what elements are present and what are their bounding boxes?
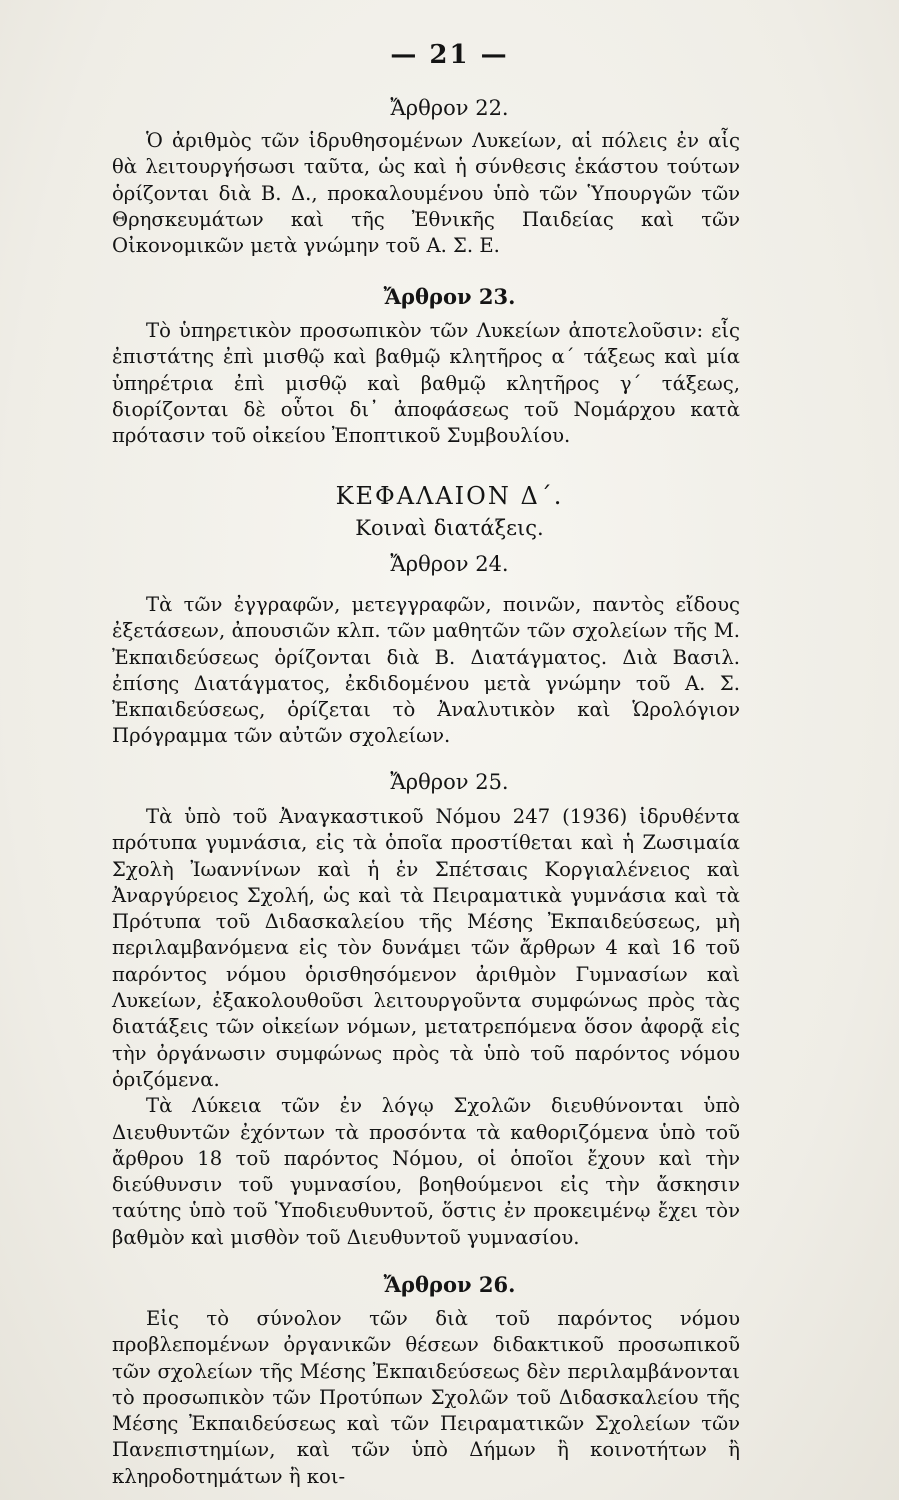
article-22-heading: Ἄρθρον 22. [390, 96, 509, 120]
article-24-text: Τὰ τῶν ἐγγραφῶν, μετεγγραφῶν, ποινῶν, παντὸς εἴδους ἐξετάσεων, ἀπουσιῶν κλπ. τῶν μαθητῶν τῶν σχολείων τῆς Μ. Ἐκπαιδεύσεως ὁρίζονται διὰ Β. Διατάγματος. Διὰ Βασιλ. ἐπίσης Διατάγματος, ἐκδιδομένου μετὰ γνώμην τοῦ Α. Σ. Ἐκπαιδεύσεως, ὁρίζεται τὸ Ἀναλυτικὸν καὶ Ὡρολόγιον Πρόγραμμα τῶν αὐτῶν σχολείων. [112, 593, 740, 748]
chapter-title: ΚΕΦΑΛΑΙΟΝ Δ΄. [335, 482, 564, 510]
article-23-heading: Ἄρθρον 23. [383, 284, 516, 309]
article-22-body [112, 128, 740, 259]
article-23-body [112, 318, 740, 449]
article-26-body [112, 1306, 740, 1490]
article-26-text: Εἰς τὸ σύνολον τῶν διὰ τοῦ παρόντος νόμου προβλεπομένων ὀργανικῶν θέσεων διδακτικοῦ προσωπικοῦ τῶν σχολείων τῆς Μέσης Ἐκπαιδεύσεως δὲν περιλαμβάνονται τὸ προσωπικὸν τῶν Προτύπων Σχολῶν τοῦ Διδασκαλείου τῆς Μέσης Ἐκπαιδεύσεως καὶ τῶν Πειραματικῶν Σχολείων τῶν Πανεπιστημίων, καὶ τῶν ὑπὸ Δήμων ἢ κοινοτήτων ἢ κληροδοτημάτων ἢ κοι- [112, 1307, 740, 1488]
article-25-heading: Ἄρθρον 25. [390, 770, 509, 794]
article-23-text: Τὸ ὑπηρετικὸν προσωπικὸν τῶν Λυκείων ἀποτελοῦσιν: εἷς ἐπιστάτης ἐπὶ μισθῷ καὶ βαθμῷ κλητῆρος α΄ τάξεως καὶ μία ὑπηρέτρια ἐπὶ μισθῷ καὶ βαθμῷ κλητῆρος γ΄ τάξεως, διορίζονται δὲ οὗτοι δι᾿ ἀποφάσεως τοῦ Νομάρχου κατὰ πρότασιν τοῦ οἰκείου Ἐποπτικοῦ Συμβουλίου. [112, 319, 740, 448]
article-25-paragraph-2: Τὰ Λύκεια τῶν ἐν λόγῳ Σχολῶν διευθύνονται ὑπὸ Διευθυντῶν ἐχόντων τὰ προσόντα τὰ καθοριζόμενα ὑπὸ τοῦ ἄρθρου 18 τοῦ παρόντος Νόμου, οἱ ὁποῖοι ἔχουν καὶ τὴν διεύθυνσιν τοῦ γυμνασίου, βοηθούμενοι εἰς τὴν ἄσκησιν ταύτης ὑπὸ τοῦ Ὑποδιευθυντοῦ, ὅστις ἐν προκειμένῳ ἔχει τὸν βαθμὸν καὶ μισθὸν τοῦ Διευθυντοῦ γυμνασίου. [112, 1094, 740, 1249]
page-number: — 21 — [390, 40, 509, 70]
article-25-body [112, 804, 740, 1251]
article-26-heading: Ἄρθρον 26. [383, 1272, 516, 1297]
article-25-paragraph-1: Τὰ ὑπὸ τοῦ Ἀναγκαστικοῦ Νόμου 247 (1936) ἱδρυθέντα πρότυπα γυμνάσια, εἰς τὰ ὁποῖα προστίθεται καὶ ἡ Ζωσιμαία Σχολὴ Ἰωαννίνων καὶ ἡ ἐν Σπέτσαις Κοργιαλένειος καὶ Ἀναργύρειος Σχολή, ὡς καὶ τὰ Πειραματικὰ γυμνάσια καὶ τὰ Πρότυπα τοῦ Διδασκαλείου τῆς Μέσης Ἐκπαιδεύσεως, μὴ περιλαμβανόμενα εἰς τὸν δυνάμει τῶν ἄρθρων 4 καὶ 16 τοῦ παρόντος νόμου ὁρισθησόμενον ἀριθμὸν Γυμνασίων καὶ Λυκείων, ἐξακολουθοῦσι λειτουργοῦντα συμφώνως πρὸς τὰς διατάξεις τῶν οἰκείων νόμων, μετατρεπόμενα ὅσον ἀφορᾷ εἰς τὴν ὀργάνωσιν συμφώνως πρὸς τὰ ὑπὸ τοῦ παρόντος νόμου ὁριζόμενα. [112, 805, 740, 1091]
article-24-heading: Ἄρθρον 24. [390, 552, 509, 576]
chapter-subtitle: Κοιναὶ διατάξεις. [355, 516, 544, 540]
article-24-body [112, 592, 740, 750]
article-22-text: Ὁ ἀριθμὸς τῶν ἱδρυθησομένων Λυκείων, αἱ πόλεις ἐν αἷς θὰ λειτουργήσωσι ταῦτα, ὡς καὶ ἡ σύνθεσις ἑκάστου τούτων ὁρίζονται διὰ Β. Δ., προκαλουμένου ὑπὸ τῶν Ὑπουργῶν τῶν Θρησκευμάτων καὶ τῆς Ἐθνικῆς Παιδείας καὶ τῶν Οἰκονομικῶν μετὰ γνώμην τοῦ Α. Σ. Ε. [112, 129, 740, 258]
